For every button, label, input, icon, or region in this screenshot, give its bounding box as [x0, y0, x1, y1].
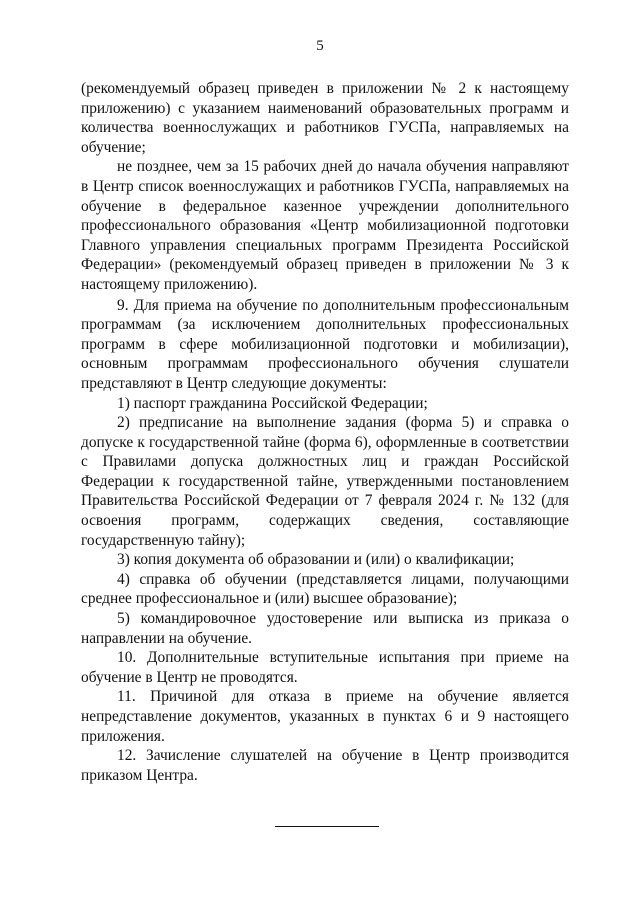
list-item-passport: 1) паспорт гражданина Российской Федерации;: [117, 394, 428, 412]
page-number: 5: [316, 38, 324, 54]
list-item-assignment: 2) предписание на выполнение задания (форма 5) и справка о допуске к государственной тайне (форма 6), оформленные в соответствии с Правилами допуска должностных лиц и граждан Российской Федерации к государственной тайне, утвержденными постановлением Правительства Российской Федерации от 7 февраля 2024 г. № 132 (для освоения программ, содержащих сведения, составляющие государственную тайну);: [81, 414, 569, 549]
list-item-education-copy: 3) копия документа об образовании и (или) о квалификации;: [117, 551, 515, 569]
paragraph-item-9: 9. Для приема на обучение по дополнительным профессиональным программам (за исключением дополнительных профессиональных программ в сфере мобилизационной подготовки и мобилизации), основным программам профессионального обучения слушатели представляют в Центр следующие документы:: [81, 296, 569, 392]
paragraph-item-12: 12. Зачисление слушателей на обучение в Центр производится приказом Центра.: [81, 747, 569, 784]
list-item-study-certificate: 4) справка об обучении (представляется лицами, получающими среднее профессиональное и (или) высшее образование);: [81, 570, 569, 608]
end-divider: [275, 826, 379, 827]
list-item-travel-certificate: 5) командировочное удостоверение или выписка из приказа о направлении на обучение.: [81, 610, 569, 647]
document-body: [81, 79, 569, 785]
paragraph-item-10: 10. Дополнительные вступительные испытания при приеме на обучение в Центр не проводятся.: [81, 649, 569, 686]
paragraph-item-11: 11. Причиной для отказа в приеме на обучение является непредставление документов, указанных в пунктах 6 и 9 настоящего приложения.: [81, 688, 569, 745]
paragraph-deadline-list: не позднее, чем за 15 рабочих дней до начала обучения направляют в Центр список военнослужащих и работников ГУСПа, направляемых на обучение в федеральное казенное учреждении дополнительного профессионального образования «Центр мобилизационной подготовки Главного управления специальных программ Президента Российской Федерации» (рекомендуемый образец приведен в приложении № 3 к настоящему приложению).: [81, 158, 569, 293]
paragraph-continuation: (рекомендуемый образец приведен в приложении № 2 к настоящему приложению) с указанием наименований образовательных программ и количества военнослужащих и работников ГУСПа, направляемых на обучение;: [81, 80, 569, 156]
